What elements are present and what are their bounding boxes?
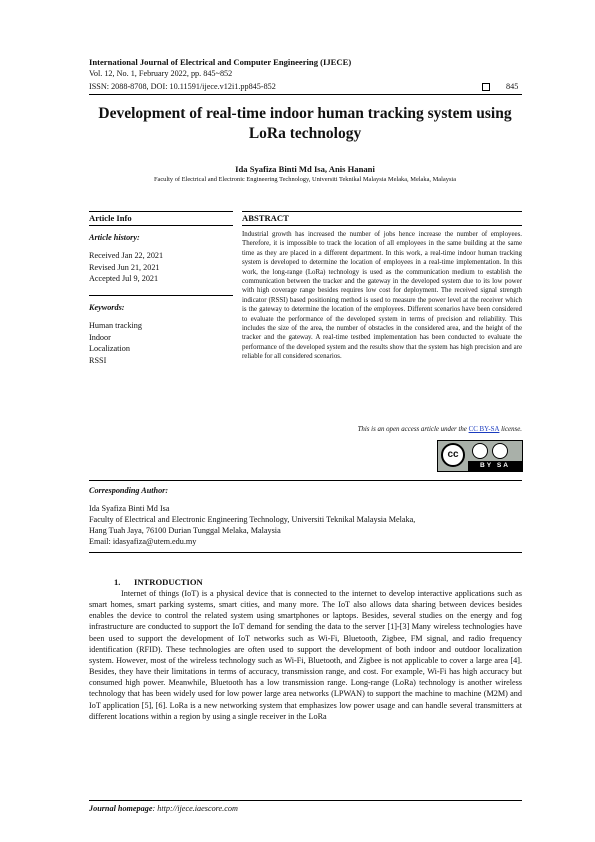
abstract-top-rule — [242, 211, 522, 212]
license-notice — [242, 426, 522, 433]
square-icon — [482, 83, 490, 91]
title-line-1: Development of real-time indoor human tracking system using — [98, 105, 512, 122]
article-info-heading: Article Info — [89, 213, 132, 223]
volume-info: Vol. 12, No. 1, February 2022, pp. 845~852 — [89, 69, 233, 78]
homepage-label: Journal homepage — [89, 804, 153, 813]
journal-homepage — [89, 804, 238, 813]
issn-doi: ISSN: 2088-8708, DOI: 10.11591/ijece.v12i1.pp845-852 — [89, 82, 276, 91]
license-suffix: license. — [499, 426, 522, 433]
corresponding-bottom-rule — [89, 552, 522, 553]
cc-by-sa-badge[interactable] — [437, 440, 523, 472]
abstract-heading-rule — [242, 225, 522, 226]
received-date: Received Jan 22, 2021 — [89, 251, 164, 260]
keyword-item: Localization — [89, 344, 130, 353]
share-alike-icon — [492, 443, 508, 459]
history-label: Article history: — [89, 233, 140, 242]
authors: Ida Syafiza Binti Md Isa, Anis Hanani — [235, 164, 375, 174]
info-top-rule — [89, 211, 233, 212]
abstract-text: Industrial growth has increased the number of jobs hence increase the number of employees. Therefore, it is impossible to track the location of all employees in the same building at the same time as they are placed in a different department. In this work, a real-time indoor human tracking system is developed to determine the location of employees in a real-time implementation. In this work, the long-range (LoRa) technology is used as the communication medium to establish the communication between the tracker and the gateway in the developed system due to its low power with high coverage range besides requires low cost for deployment. The received signal strength indicator (RSSI) based positioning method is used to measure the power level at the receiver which is the gateway to determine the location of the employees. Different scenarios have been considered to evaluate the performance of the developed system in terms of precision and reliability. This includes the size of the area, the number of obstacles in the considered area, and the height of the tracker and the gateway. A real-time testbed implementation has been conducted to evaluate the performance of the developed system and the results show that the system has high precision and are reliable for all considered scenarios. — [242, 231, 522, 361]
info-heading-rule — [89, 225, 233, 226]
corresponding-top-rule — [89, 480, 522, 481]
intro-paragraph: Internet of things (IoT) is a physical device that is connected to the internet to develop interactive applications such as smart homes, smart parking systems, smart cities, and many more. The IoT also allows data sharing between devices besides enables the device to control the related system using smartphones or laptops. Besides, several studies on the energy and fog infrastructure are conducted to support the IoT demand for sending the data to the server [1]-[3] Many wireless technologies have been used to support the development of IoT networks such as Wi-Fi, Bluetooth, Zigbee, FM signal, and radio frequency identification (RFID). These technologies are often used to support the development of both indoor and outdoor localization system. However, most of the wireless technology such as Wi-Fi, Bluetooth, and Zigbee is not applicable to cover a large area [4]. Besides, they have their limitations in terms of accuracy, transmission range, and cost. For example, Wi-Fi has high accuracy but consumed high power. Meanwhile, Bluetooth has a low transmission range. Long-range (LoRa) technology is another wireless technology that has been widely used for low power large area networks (LPWAN) to support the machine to machine (M2M) and IoT application [5], [6]. LoRa is a new networking system that emphasizes low power usage and can handle several transmitters at different locations within a region by using a single receiver in the LoRa — [89, 589, 522, 721]
keywords-label: Keywords: — [89, 303, 125, 312]
corresponding-email: Email: idasyafiza@utem.edu.my — [89, 537, 197, 546]
cc-attribution-icons — [472, 443, 518, 460]
license-link[interactable]: CC BY-SA — [468, 426, 500, 433]
footer-rule — [89, 800, 522, 801]
person-icon — [472, 443, 488, 459]
keyword-item: Indoor — [89, 333, 111, 342]
corresponding-name: Ida Syafiza Binti Md Isa — [89, 504, 170, 513]
abstract-heading: ABSTRACT — [242, 213, 289, 223]
title-line-2: LoRa technology — [248, 125, 362, 142]
license-prefix: This is an open access article under the — [357, 426, 469, 433]
accepted-date: Accepted Jul 9, 2021 — [89, 274, 159, 283]
journal-name: International Journal of Electrical and Computer Engineering (IJECE) — [89, 57, 352, 67]
revised-date: Revised Jun 21, 2021 — [89, 263, 160, 272]
cc-band-label: BY SA — [468, 461, 522, 471]
header-rule — [89, 94, 522, 95]
homepage-url[interactable]: : http://ijece.iaescore.com — [152, 804, 238, 813]
page-number: 845 — [506, 82, 519, 91]
affiliation: Faculty of Electrical and Electronic Engineering Technology, Universiti Teknikal Malaysia Melaka, Melaka, Malaysia — [153, 176, 457, 183]
section-heading: INTRODUCTION — [134, 577, 203, 587]
corresponding-affil-2: Hang Tuah Jaya, 76100 Durian Tunggal Melaka, Malaysia — [89, 526, 281, 535]
paper-title — [80, 104, 530, 144]
corresponding-label: Corresponding Author: — [89, 486, 169, 495]
cc-logo-icon: cc — [441, 443, 465, 467]
corresponding-affil-1: Faculty of Electrical and Electronic Engineering Technology, Universiti Teknikal Malaysia Melaka, — [89, 515, 416, 524]
keywords-rule — [89, 295, 233, 296]
section-number: 1. — [114, 577, 121, 587]
keyword-item: RSSI — [89, 356, 107, 365]
keyword-item: Human tracking — [89, 321, 142, 330]
